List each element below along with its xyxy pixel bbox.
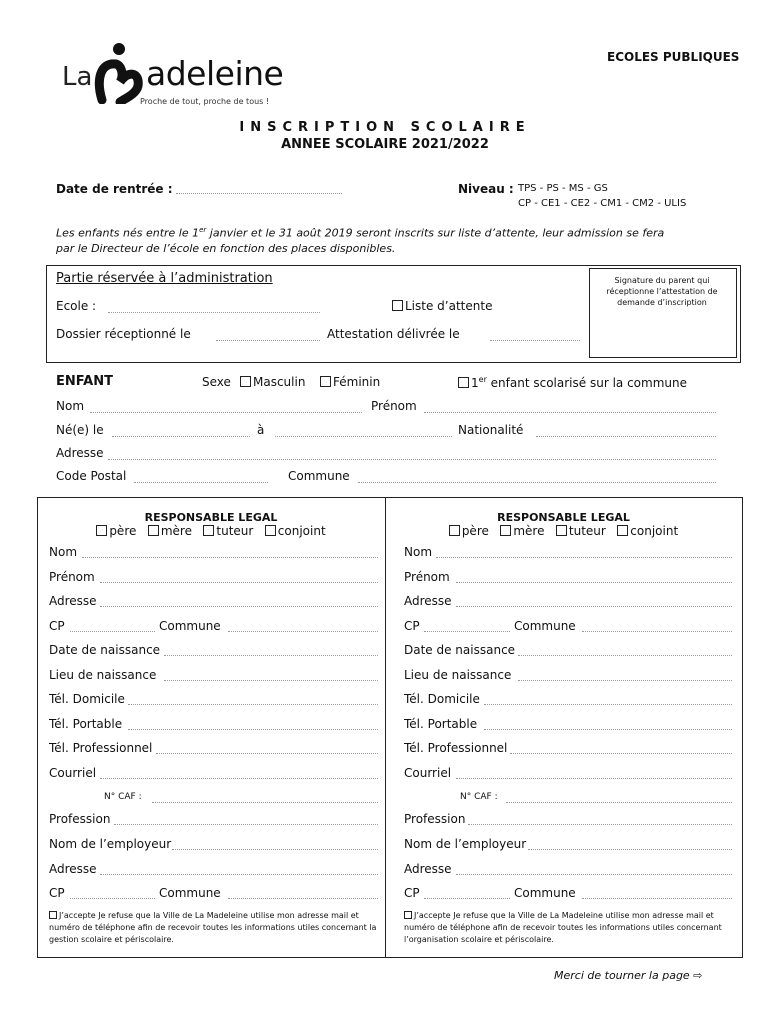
resp-right-nom-field[interactable] [436,557,732,558]
resp-left-caf-label: N° CAF : [104,792,142,802]
resp-right-adresse-label: Adresse [404,594,452,608]
enfant-lieu-field[interactable] [275,436,452,437]
resp-right-cp2-field[interactable] [424,898,510,899]
ecole-label: Ecole : [56,299,97,313]
resp-left-naissance-date-field[interactable] [164,655,378,656]
resp-right-naissance-date-field[interactable] [518,655,732,656]
attestation-label: Attestation délivrée le [327,327,460,341]
resp-left-adresse2-field[interactable] [100,874,378,875]
resp-left-cp-label: CP [49,619,65,633]
sexe-label: Sexe [202,375,231,389]
resp-right-tel-port-label: Tél. Portable [404,717,478,731]
resp-left-cp-field[interactable] [70,631,155,632]
resp-left-commune2-label: Commune [159,886,221,900]
feminin-label: Féminin [333,375,381,389]
enfant-prenom-label: Prénom [371,399,417,413]
resp-right-naissance-date-label: Date de naissance [404,643,516,657]
resp-right-pere-checkbox[interactable] [449,525,460,536]
resp-left-tuteur-checkbox[interactable] [203,525,214,536]
resp-left-adresse-field[interactable] [100,606,378,607]
resp-left-naissance-date-label: Date de naissance [49,643,161,657]
resp-right-adresse2-label: Adresse [404,862,452,876]
resp-right-caf-field[interactable] [506,802,732,803]
resp-right-pere-label: père [461,524,489,538]
niveau-line1: TPS - PS - MS - GS [518,183,608,194]
logo-name: adeleine [146,54,284,93]
resp-right-consent-checkbox[interactable] [404,911,412,919]
resp-left-courriel-field[interactable] [100,778,378,779]
resp-left-tel-pro-label: Tél. Professionnel [49,741,153,755]
logo-tagline: Proche de tout, proche de tous ! [140,97,270,106]
resp-left-prenom-label: Prénom [49,570,95,584]
dossier-field[interactable] [216,340,320,341]
resp-right-prenom-label: Prénom [404,570,450,584]
resp-right-cp-label: CP [404,619,420,633]
resp-left-pere-checkbox[interactable] [96,525,107,536]
resp-right-tel-dom-label: Tél. Domicile [404,692,480,706]
admin-heading: Partie réservée à l’administration [56,271,273,286]
enfant-adresse-label: Adresse [56,446,104,460]
logo [62,42,302,112]
turn-page-note: Merci de tourner la page ⇨ [554,969,703,982]
resp-right-commune2-field[interactable] [582,898,732,899]
date-rentree-label: Date de rentrée : [56,182,173,196]
logo-heart-mark [94,42,144,104]
resp-right-consent-text: J’accepte Je refuse que la Ville de La Madeleine utilise mon adresse mail et numéro de téléphone afin de recevoir toutes les informations utiles concernant l’organisation scolaire et périscolaire. [404,911,722,944]
resp-right-tuteur-checkbox[interactable] [556,525,567,536]
resp-right-cp2-label: CP [404,886,420,900]
resp-left-adresse2-label: Adresse [49,862,97,876]
enfant-nationalite-label: Nationalité [458,423,524,437]
schools-label: ECOLES PUBLIQUES [607,50,740,64]
resp-right-tel-port-field[interactable] [484,729,732,730]
resp-right-tel-pro-label: Tél. Professionnel [404,741,508,755]
resp-right-title: RESPONSABLE LEGAL [497,511,630,524]
enfant-a-label: à [257,423,265,437]
resp-left-profession-label: Profession [49,812,111,826]
enfant-nom-label: Nom [56,399,85,413]
resp-left-tuteur-label: tuteur [216,524,254,538]
enfant-heading: ENFANT [56,374,113,389]
school-year: ANNEE SCOLAIRE 2021/2022 [281,137,489,152]
resp-right-mere-label: mère [513,524,545,538]
logo-la: La [62,62,93,92]
resp-right-prenom-field[interactable] [456,582,732,583]
resp-left-commune-field[interactable] [228,631,378,632]
attestation-field[interactable] [490,340,580,341]
liste-attente[interactable] [392,299,492,313]
page-title: INSCRIPTION SCOLAIRE [239,120,531,135]
niveau-label: Niveau : [458,182,514,196]
notice-sup: er [199,226,207,234]
signature-caption: Signature du parent qui réceptionne l’attestation de demande d’inscription [606,276,718,307]
enfant-commune-field[interactable] [358,482,716,483]
resp-left-consent[interactable] [49,910,379,946]
resp-left-cp2-label: CP [49,886,65,900]
resp-left-tel-port-label: Tél. Portable [49,717,123,731]
resp-right-tel-dom-field[interactable] [484,704,732,705]
resp-left-employeur-label: Nom de l’employeur [49,837,172,851]
resp-right-courriel-label: Courriel [404,766,452,780]
resp-left-adresse-label: Adresse [49,594,97,608]
resp-left-courriel-label: Courriel [49,766,97,780]
resp-right-naissance-lieu-field[interactable] [518,680,732,681]
enfant-commune-label: Commune [288,469,350,483]
resp-left-title: RESPONSABLE LEGAL [144,511,278,524]
resp-left-pere-label: père [109,524,137,538]
resp-right-adresse-field[interactable] [456,606,732,607]
resp-right-commune-field[interactable] [582,631,732,632]
premier-enfant-sup: er [478,375,487,384]
resp-left-tel-pro-field[interactable] [156,753,378,754]
resp-right-cp-field[interactable] [424,631,510,632]
feminin-option[interactable] [320,375,380,389]
resp-right-consent[interactable] [404,910,734,946]
resp-left-nom-field[interactable] [82,557,378,558]
resp-right-naissance-lieu-label: Lieu de naissance [404,668,512,682]
resp-right-commune2-label: Commune [514,886,576,900]
resp-left-naissance-lieu-label: Lieu de naissance [49,668,157,682]
notice-text-b: janvier et le 31 août 2019 seront inscrits sur liste d’attente, leur admission se fera [206,226,665,240]
masculin-checkbox[interactable] [240,376,251,387]
enfant-nationalite-field[interactable] [536,436,716,437]
responsables-divider [385,497,386,957]
resp-left-nom-label: Nom [49,545,78,559]
enfant-ne-field[interactable] [112,436,250,437]
resp-left-tel-port-field[interactable] [128,729,378,730]
premier-enfant-label: enfant scolarisé sur la commune [486,376,687,390]
resp-left-cp2-field[interactable] [70,898,155,899]
resp-left-commune2-field[interactable] [228,898,378,899]
notice-text-c: par le Directeur de l’école en fonction des places disponibles. [56,241,396,255]
date-rentree-field[interactable] [176,193,342,194]
resp-right-profession-label: Profession [404,812,466,826]
niveau-line2: CP - CE1 - CE2 - CM1 - CM2 - ULIS [518,198,687,209]
dossier-label: Dossier réceptionné le [56,327,191,341]
resp-right-tel-pro-field[interactable] [510,753,732,754]
resp-left-mere-label: mère [160,524,192,538]
premier-enfant-num: 1 [471,376,479,390]
resp-left-tel-dom-field[interactable] [128,704,378,705]
resp-right-tuteur-label: tuteur [568,524,606,538]
resp-right-employeur-label: Nom de l’employeur [404,837,527,851]
resp-left-conjoint-checkbox[interactable] [265,525,276,536]
masculin-label: Masculin [253,375,306,389]
enfant-adresse-field[interactable] [108,459,716,460]
resp-right-roles [386,524,741,538]
resp-left-naissance-lieu-field[interactable] [164,680,378,681]
resp-right-employeur-field[interactable] [528,849,732,850]
responsables-box [37,497,743,958]
resp-right-profession-field[interactable] [468,824,732,825]
resp-right-mere-checkbox[interactable] [500,525,511,536]
premier-enfant-option[interactable] [458,375,687,390]
resp-left-caf-field[interactable] [152,802,378,803]
resp-left-prenom-field[interactable] [100,582,378,583]
enfant-nom-field[interactable] [90,412,362,413]
resp-left-tel-dom-label: Tél. Domicile [49,692,125,706]
resp-left-roles [37,524,385,538]
resp-right-courriel-field[interactable] [456,778,732,779]
resp-right-nom-label: Nom [404,545,433,559]
liste-attente-label: Liste d’attente [405,299,493,313]
feminin-checkbox[interactable] [320,376,331,387]
resp-left-commune-label: Commune [159,619,221,633]
resp-right-conjoint-label: conjoint [630,524,679,538]
liste-attente-checkbox[interactable] [392,300,403,311]
masculin-option[interactable] [240,375,305,389]
resp-left-consent-text: J’accepte Je refuse que la Ville de La Madeleine utilise mon adresse mail et numéro de téléphone afin de recevoir toutes les informations utiles concernant la gestion scolaire et périscolaire. [49,911,377,944]
enfant-ne-label: Né(e) le [56,423,104,437]
enfant-prenom-field[interactable] [424,412,716,413]
resp-left-profession-field[interactable] [114,824,378,825]
resp-left-employeur-field[interactable] [172,849,378,850]
resp-left-consent-checkbox[interactable] [49,911,57,919]
ecole-field[interactable] [108,312,320,313]
notice-text-a: Les enfants nés entre le 1 [56,226,200,240]
resp-right-adresse2-field[interactable] [456,874,732,875]
enfant-cp-field[interactable] [134,482,268,483]
resp-right-commune-label: Commune [514,619,576,633]
enfant-cp-label: Code Postal [56,469,127,483]
resp-right-caf-label: N° CAF : [460,792,498,802]
resp-left-mere-checkbox[interactable] [148,525,159,536]
notice [56,223,736,256]
premier-enfant-checkbox[interactable] [458,377,469,388]
resp-right-conjoint-checkbox[interactable] [617,525,628,536]
resp-left-conjoint-label: conjoint [277,524,326,538]
